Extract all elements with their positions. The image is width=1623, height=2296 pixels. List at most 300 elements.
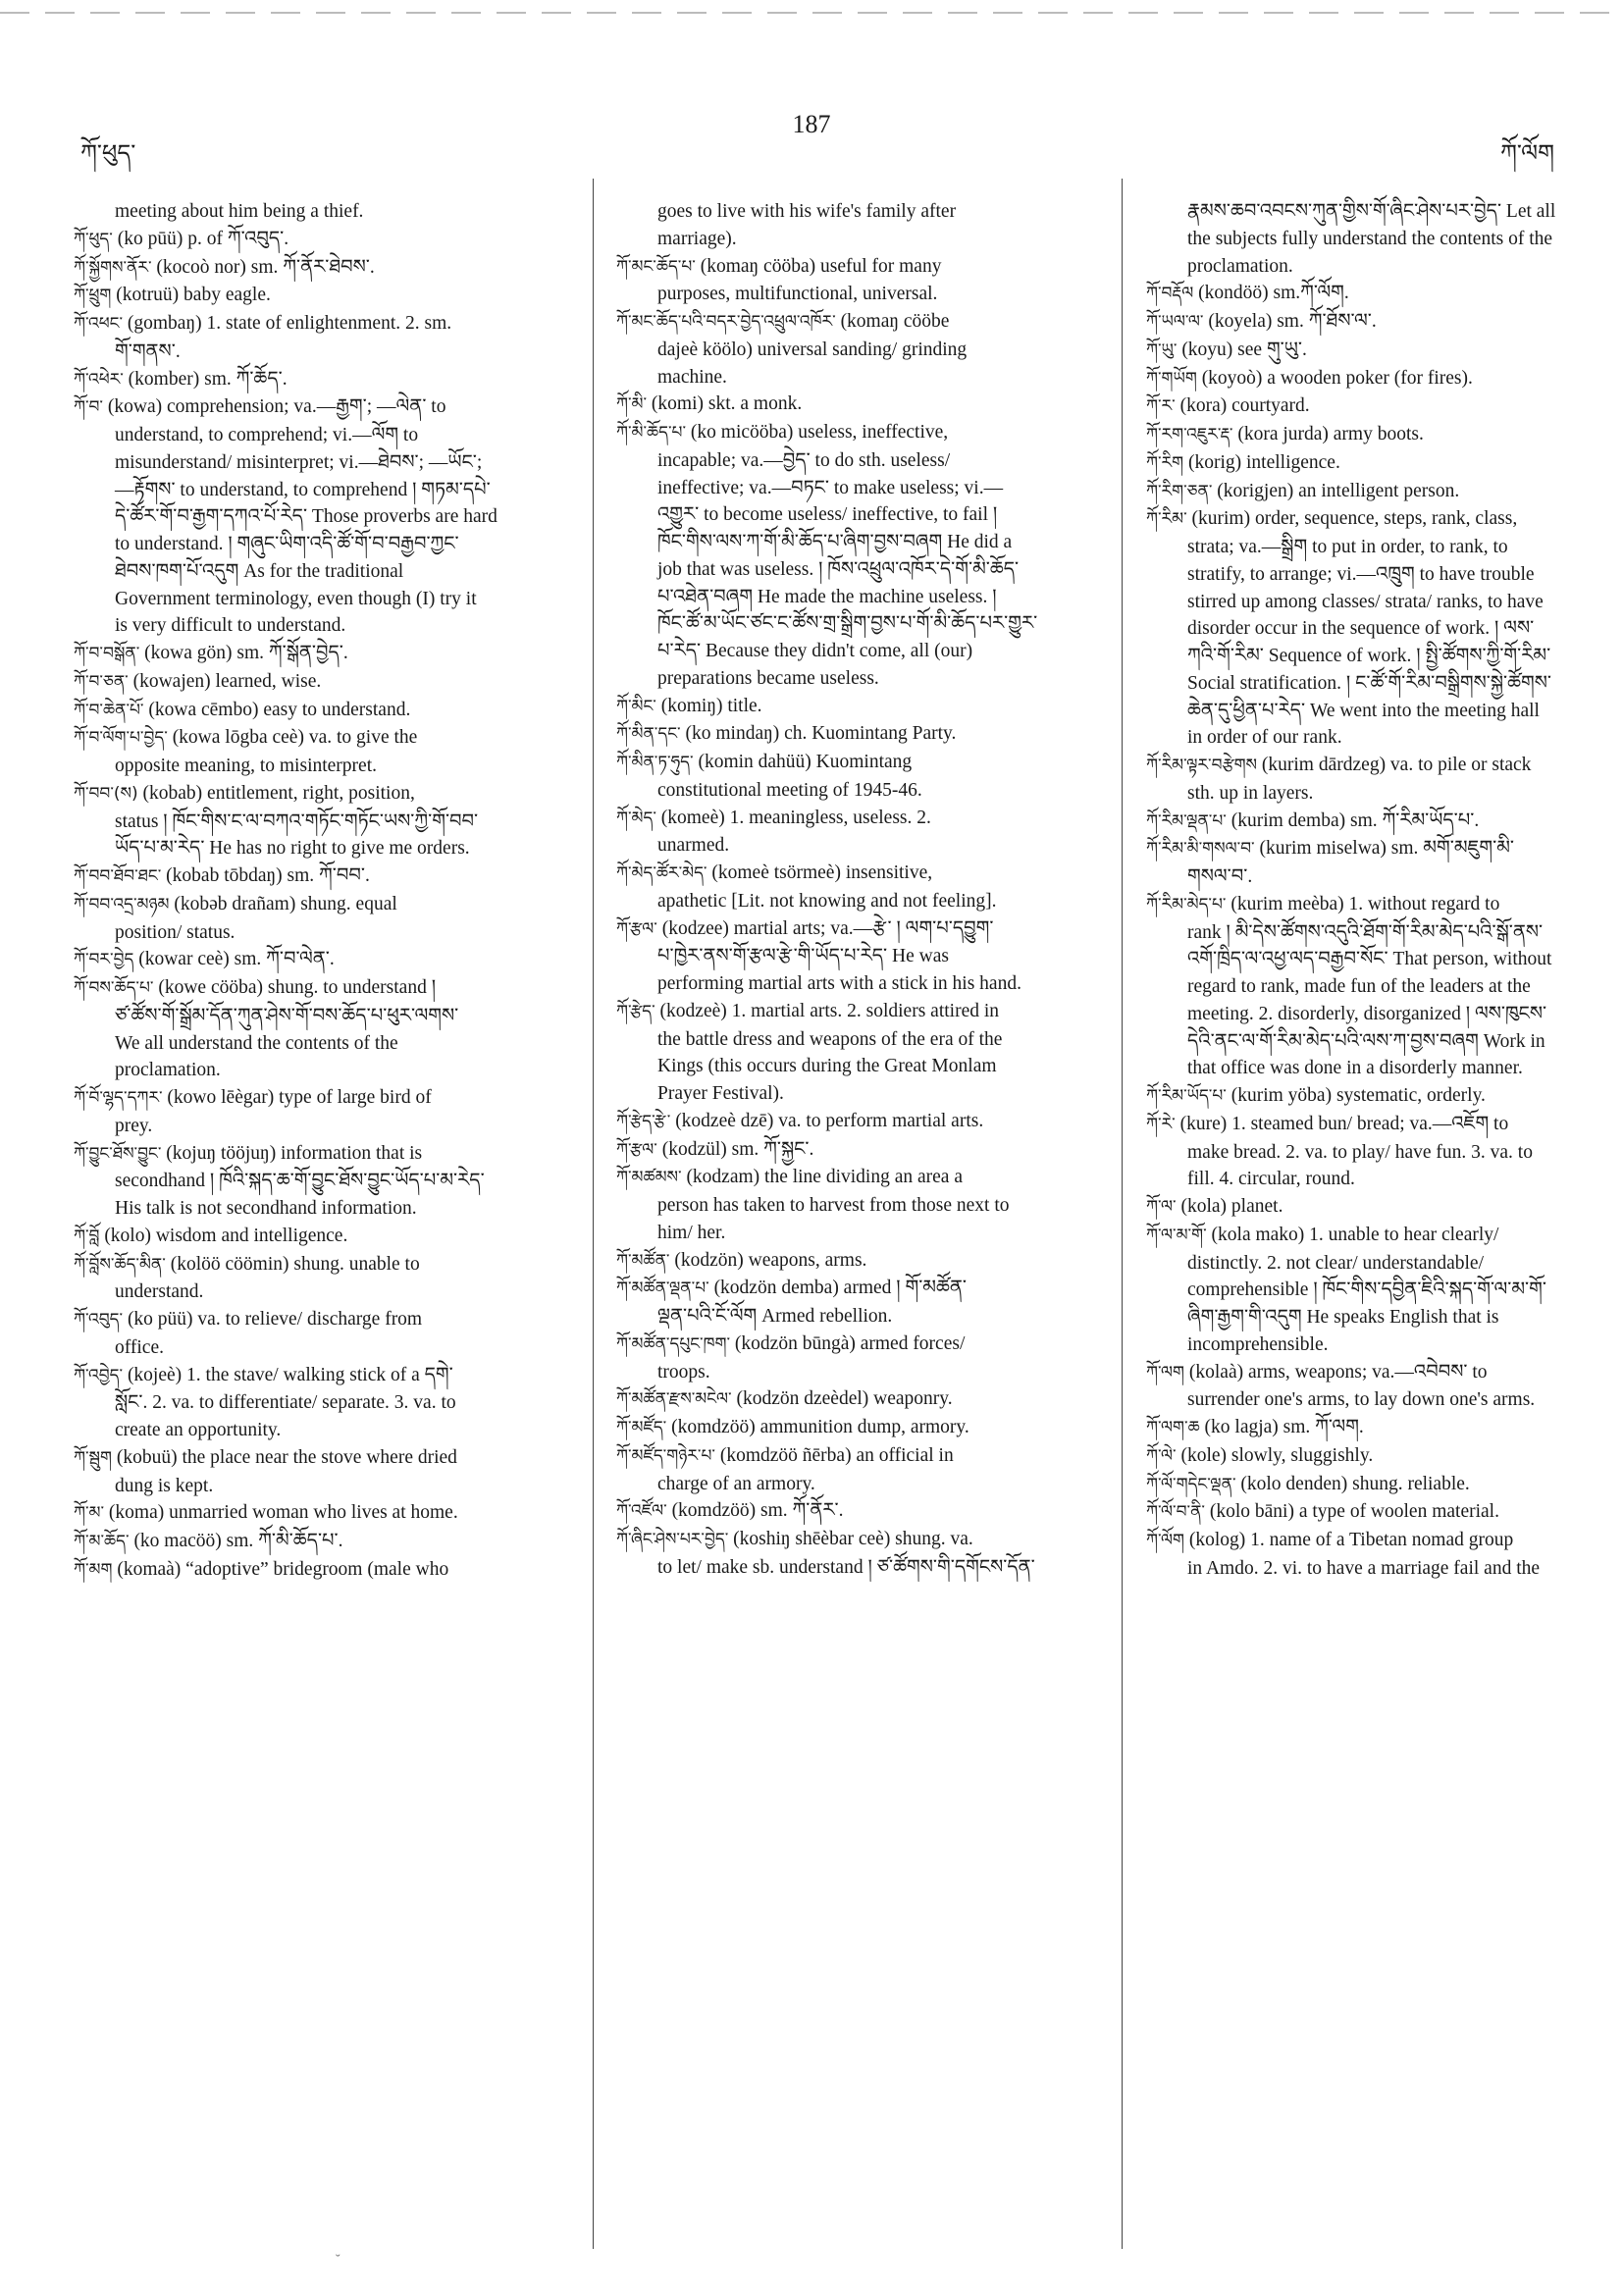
entry-text: (kolo denden) shung. reliable. (1235, 1473, 1470, 1494)
entry-text: (korig) intelligence. (1183, 451, 1340, 473)
entry-text: prey. (115, 1115, 153, 1136)
headword: ཀོ་མི་ (616, 394, 648, 415)
entry-text: (kola mako) 1. unable to hear clearly/ (1206, 1224, 1499, 1245)
dictionary-entry (616, 1136, 1097, 1165)
headword: ཀོ་འཕང་ (74, 314, 124, 334)
entry-text: (komiŋ) title. (655, 695, 762, 716)
entry-continuation (74, 753, 564, 780)
headword: ཀོ་ལོ་གདེང་ལྡན་ (1146, 1474, 1236, 1494)
entry-text: (koma) unmarried woman who lives at home. (104, 1502, 458, 1524)
dictionary-entry (74, 668, 564, 697)
dictionary-entry (74, 974, 564, 1003)
entry-text: (kowa cēmbo) easy to understand. (143, 699, 411, 720)
dictionary-entry (74, 891, 564, 919)
entry-continuation (1146, 863, 1607, 891)
column-divider (593, 179, 594, 2249)
entry-continuation (1146, 1250, 1607, 1278)
headword: ཀོ་ལོག (1146, 1531, 1184, 1550)
dictionary-entry (74, 226, 564, 254)
dictionary-entry (74, 640, 564, 668)
entry-text: པ་ཁྱེར་ནས་གོ་རྩལ་རྩེ་གི་ཡོད་པ་རེད་ He was (657, 946, 949, 967)
dictionary-entry (74, 310, 564, 339)
headword: ཀོ་མཚོན་དཔུང་ཁག་ (616, 1333, 731, 1354)
dictionary-entry (1146, 421, 1607, 449)
entry-text: ineffective; va.—བཏང་ to make useless; vi.— (657, 477, 1004, 498)
entry-continuation (616, 447, 1097, 475)
entry-text: (komdzöö ñērba) an official in (714, 1444, 954, 1466)
entry-text: (korigjen) an intelligent person. (1212, 480, 1460, 501)
dictionary-entry (74, 1499, 564, 1528)
entry-text: is very difficult to understand. (115, 615, 346, 637)
stray-mark: ˘ (336, 2253, 340, 2268)
dictionary-entry (74, 1140, 564, 1169)
entry-text: Kings (this occurs during the Great Monlam (657, 1056, 997, 1077)
entry-text: goes to live with his wife's family after (657, 201, 957, 222)
entry-text: (komaà) “adoptive” bridegroom (male who (112, 1558, 449, 1580)
dictionary-entry (1146, 1471, 1607, 1499)
entry-text: His talk is not secondhand information. (115, 1198, 417, 1219)
entry-continuation (1146, 1331, 1607, 1359)
dictionary-entry (1146, 449, 1607, 478)
entry-text: (kodzül) sm. ཀོ་སྐྱང་. (656, 1138, 814, 1160)
entry-continuation (616, 226, 1097, 253)
entry-continuation (616, 1053, 1097, 1080)
entry-text: (kurim yöba) systematic, orderly. (1226, 1085, 1486, 1106)
entry-text: (ko püü) va. to relieve/ discharge from (123, 1309, 423, 1330)
entry-text: proclamation. (115, 1060, 221, 1081)
headword: ཀོ་བརྡོལ (1146, 284, 1194, 304)
headword: ཀོ་རིམ་ལྡན་པ་ (1146, 810, 1227, 831)
entry-continuation (1146, 1386, 1607, 1414)
headword: ཀོ་རིམ་མི་གསལ་བ་ (1146, 839, 1255, 860)
headword: ཀོ་འབྱེད་ (74, 1365, 124, 1385)
entry-continuation (1146, 919, 1607, 947)
entry-text: purposes, multifunctional, universal. (657, 284, 938, 305)
headword: ཀོ་རིག་ཅན་ (1146, 481, 1213, 501)
entry-text: (kurim dārdzeg) va. to pile or stack (1257, 755, 1532, 775)
headword: ཀོ་འཕེར་ (74, 369, 124, 390)
dictionary-entry (1146, 1498, 1607, 1527)
headword: ཀོ་ཕུད་ (74, 229, 113, 249)
headword: ཀོ་བབ་ཐོབ་ཐང་ (74, 866, 162, 886)
headword: ཀོ་བ་ཅན་ (74, 671, 129, 692)
dictionary-entry (616, 805, 1097, 833)
dictionary-entry (1146, 1527, 1607, 1555)
entry-continuation (1146, 253, 1607, 281)
dictionary-entry (74, 1223, 564, 1251)
dictionary-entry (616, 915, 1097, 944)
entry-text: ཆེན་དུ་ཕྱིན་པ་རེད་ We went into the meeting hall (1187, 700, 1540, 721)
headword: ཀོ་མཛོད་གཉེར་པ་ (616, 1445, 715, 1466)
entry-continuation (1146, 1139, 1607, 1167)
dictionary-entry (1146, 752, 1607, 780)
entry-text: (komaŋ cööba) useful for many (695, 255, 942, 277)
dictionary-entry (1146, 392, 1607, 421)
headword: ཀོ་ཡལ་ལ་ (1146, 312, 1204, 332)
headword: ཀོ་ལག (1146, 1362, 1184, 1383)
entry-text: (kodzeè) 1. martial arts. 2. soldiers attired in (654, 1000, 1000, 1021)
entry-text: job that was useless. ། ཁོས་འཕྲུལ་འཁོར་དེ་གོ་མི་ཆོད་ (657, 558, 1020, 580)
entry-text: unarmed. (657, 835, 730, 857)
headword: ཀོ་བ་ལོག་པ་བྱེད་ (74, 728, 168, 749)
dictionary-entry (74, 393, 564, 422)
dictionary-entry (74, 724, 564, 753)
entry-continuation (616, 501, 1097, 529)
entry-text: in Amdo. 2. vi. to have a marriage fail and the (1187, 1557, 1541, 1579)
entry-continuation (74, 1057, 564, 1084)
entry-continuation (1146, 724, 1607, 752)
dictionary-entry (616, 1108, 1097, 1136)
entry-text: (kojeè) 1. the stave/ walking stick of a དགེ་ (123, 1364, 453, 1385)
dictionary-entry (74, 366, 564, 394)
entry-continuation (616, 665, 1097, 693)
entry-text: (kolo) wisdom and intelligence. (99, 1225, 348, 1246)
entry-text: (kondöö) sm.ཀོ་ལོག. (1193, 283, 1349, 304)
entry-continuation (74, 1417, 564, 1444)
column-2 (616, 198, 1097, 1582)
left-guide-word: ཀོ་ཕུད་ (80, 139, 136, 167)
headword: ཀོ་མིང་ (616, 696, 656, 716)
entry-continuation (74, 1168, 564, 1195)
entry-text: (ko micööba) useless, ineffective, (686, 422, 949, 443)
entry-text: the subjects fully understand the contents of the (1187, 228, 1553, 249)
entry-text: that office was done in a disorderly manner. (1187, 1058, 1523, 1079)
dictionary-entry (616, 1526, 1097, 1554)
entry-text: status ། ཁོང་གིས་ང་ལ་བཀའ་གཏོང་གཏོང་ཡས་ཀྱི་གོ་བབ་ (115, 810, 479, 832)
entry-text: stratify, to arrange; vi.—འཁྲུག to have trouble (1187, 563, 1535, 585)
dictionary-entry (74, 1444, 564, 1473)
entry-text: སློང་. 2. va. to differentiate/ separate. 3. va. to (115, 1392, 456, 1414)
dictionary-entry (1146, 808, 1607, 836)
entry-text: (kora jurda) army boots. (1232, 424, 1424, 444)
column-1 (74, 198, 564, 1585)
entry-continuation (616, 556, 1097, 584)
entry-continuation (1146, 1028, 1607, 1056)
dictionary-entry (74, 254, 564, 283)
entry-continuation (616, 337, 1097, 364)
entry-continuation (74, 1030, 564, 1058)
entry-text: rank ། མི་དེས་ཚོགས་འདུའི་ཐོག་གོ་རིམ་མེད་པའི་སྒོ་ནས་ (1187, 921, 1544, 943)
entry-text: (koyela) sm. ཀོ་ཐོས་ལ་. (1203, 311, 1377, 332)
dictionary-entry (1146, 1359, 1607, 1387)
entry-continuation (616, 198, 1097, 226)
entry-continuation (616, 529, 1097, 556)
dictionary-entry (74, 946, 564, 974)
dictionary-entry (74, 1556, 564, 1585)
entry-continuation (616, 1192, 1097, 1220)
entry-continuation (616, 475, 1097, 502)
headword: ཀོ་མ་ཆོད་ (74, 1532, 130, 1551)
entry-continuation (1146, 643, 1607, 670)
entry-text: sth. up in layers. (1187, 782, 1314, 804)
entry-continuation (616, 832, 1097, 860)
entry-text: meeting. 2. disorderly, disorganized ། ལས་ཁུངས་ (1187, 1003, 1547, 1024)
entry-text: ཞིག་རྒྱག་གི་འདུག He speaks English that is (1187, 1307, 1499, 1328)
entry-text: (komin dahüü) Kuomintang (693, 752, 913, 772)
dictionary-entry (1146, 1082, 1607, 1111)
entry-continuation (74, 477, 564, 504)
entry-text: (kowajen) learned, wise. (128, 670, 322, 692)
entry-text: (kurim meèba) 1. without regard to (1226, 893, 1500, 914)
entry-text: གོ་གནས་. (115, 340, 181, 362)
entry-text: (kowa lōgba ceè) va. to give the (167, 727, 418, 749)
entry-continuation (74, 612, 564, 640)
headword: ཀོ་བློ (74, 1226, 100, 1246)
headword: ཀོ་བབ་(ས) (74, 783, 138, 804)
dictionary-entry (616, 419, 1097, 447)
dictionary-entry (74, 780, 564, 809)
entry-text: རྣམས་ཆབ་འབངས་ཀུན་གྱིས་གོ་ཞིང་ཤེས་པར་བྱེད་ Let all (1187, 201, 1556, 222)
headword: ཀོ་རིག (1146, 452, 1184, 473)
dictionary-entry (1146, 280, 1607, 308)
entry-continuation (616, 1220, 1097, 1247)
dictionary-entry (616, 1247, 1097, 1276)
dictionary-entry (1146, 1111, 1607, 1139)
entry-text: ཀའི་གོ་རིམ་ Sequence of work. ། སྤྱི་ཚོགས་ཀྱི་གོ་རིམ་ (1187, 646, 1551, 666)
headword: ཀོ་ཞིང་ཤེས་པར་བྱེད་ (616, 1530, 729, 1549)
headword: ཀོ་བ་ (74, 397, 104, 418)
entry-text: (koyu) see གུ་ཡུ་. (1177, 339, 1307, 360)
entry-text: ཁོང་གིས་ལས་ཀ་གོ་མི་ཆོད་པ་ཞིག་བྱས་བཞག He did a (657, 532, 1013, 552)
entry-text: (kotruü) baby eagle. (111, 285, 271, 306)
dictionary-entry (74, 1251, 564, 1279)
headword: ཀོ་རྩལ་ (616, 1139, 657, 1160)
entry-continuation (1146, 1001, 1607, 1028)
entry-text: (kodzön dzeèdel) weaponry. (731, 1388, 953, 1410)
entry-text: Social stratification. ། ང་ཚོ་གོ་རིམ་བསྒྲིགས་སྐྱེ་ཚོགས་ (1187, 672, 1551, 694)
dictionary-entry (616, 998, 1097, 1026)
entry-continuation (74, 558, 564, 586)
dictionary-entry (616, 253, 1097, 282)
entry-continuation (74, 1003, 564, 1030)
dictionary-entry (74, 1362, 564, 1390)
entry-text: (kojuŋ tööjuŋ) information that is (161, 1142, 423, 1164)
page-number: 187 (792, 110, 831, 138)
entry-text: him/ her. (657, 1222, 726, 1243)
entry-text: dung is kept. (115, 1475, 214, 1496)
entry-text: the battle dress and weapons of the era of the (657, 1028, 1003, 1050)
entry-continuation (616, 1359, 1097, 1386)
entry-text: apathetic [Lit. not knowing and not feeling]. (657, 890, 997, 912)
entry-text: misunderstand/ misinterpret; vi.—ཐེབས་; —ཡོང་; (115, 451, 483, 473)
entry-text: (kobəb drañam) shung. equal (169, 893, 397, 914)
headword: ཀོ་སྐྱོགས་ནོར་ (74, 257, 152, 278)
headword: ཀོ་བོ་ལྷད་དཀར་ (74, 1088, 163, 1108)
entry-text: དེ་ཚོར་གོ་བ་རྒྱག་དཀའ་པོ་རེད་ Those proverbs are hard (115, 506, 497, 528)
headword: ཀོ་མི་ཆོད་པ་ (616, 423, 687, 443)
entry-continuation (1146, 1277, 1607, 1304)
headword: ཀོ་རྩེད་རྩེ་ (616, 1111, 671, 1131)
entry-text: པ་འཐེན་བཞག He made the machine useless. ། (657, 586, 997, 607)
entry-text: charge of an armory. (657, 1473, 815, 1494)
entry-continuation (74, 919, 564, 947)
entry-continuation (74, 1389, 564, 1417)
entry-text: Government terminology, even though (I) try it (115, 588, 477, 609)
entry-text: (komeè) 1. meaningless, useless. 2. (655, 807, 931, 828)
headword: ཀོ་རེ་ (1146, 1114, 1176, 1134)
dictionary-entry (74, 1306, 564, 1334)
entry-text: proclamation. (1187, 255, 1293, 277)
entry-text: troops. (657, 1361, 710, 1383)
entry-continuation (616, 777, 1097, 805)
headword: ཀོ་མག (74, 1559, 113, 1580)
dictionary-entry (616, 1164, 1097, 1192)
headword: ཀོ་སྦུག (74, 1447, 112, 1468)
entry-continuation (74, 449, 564, 477)
entry-text: (kodzön) weapons, arms. (669, 1249, 867, 1271)
entry-text: ཁོང་ཚོ་མ་ཡོང་ཙང་ང་ཚོས་གྲ་སྒྲིག་བྱས་པ་གོ་མི་ཆོད་པར་གྱུར་ (657, 613, 1038, 635)
entry-text: distinctly. 2. not clear/ understandable/ (1187, 1252, 1484, 1274)
entry-text: (koshiŋ shēèbar ceè) shung. va. (728, 1529, 973, 1549)
entry-continuation (616, 610, 1097, 638)
entry-text: make bread. 2. va. to play/ have fun. 3. va. to (1187, 1141, 1533, 1163)
entry-text: (kowo lēègar) type of large bird of (162, 1087, 432, 1108)
entry-text: (kole) slowly, sluggishly. (1176, 1444, 1374, 1466)
entry-text: (komaŋ cööbe (835, 311, 950, 332)
headword: ཀོ་བ་ཆེན་པོ་ (74, 700, 144, 720)
entry-continuation (74, 422, 564, 449)
headword: ཀོ་ལ་མ་གོ་ (1146, 1225, 1207, 1245)
entry-text: opposite meaning, to misinterpret. (115, 756, 377, 776)
entry-text: (kola) planet. (1176, 1196, 1283, 1217)
dictionary-entry (616, 1385, 1097, 1414)
headword: ཀོ་རིམ་མེད་པ་ (1146, 894, 1227, 914)
entry-continuation (616, 888, 1097, 915)
headword: ཀོ་བས་ཆོད་པ་ (74, 978, 154, 998)
entry-text: secondhand ། ཁོའི་སྐད་ཆ་གོ་བྱུང་ཐོས་བྱུང་ཡོད་པ་མ་རེད་ (115, 1171, 485, 1192)
dictionary-entry (616, 1414, 1097, 1442)
entry-text: understand, to comprehend; vi.—ལོག to (115, 425, 419, 445)
entry-text: (kurim demba) sm. ཀོ་རིམ་ཡོད་པ་. (1226, 809, 1480, 831)
entry-continuation (1146, 780, 1607, 808)
entry-text: (komdzöö) ammunition dump, armory. (666, 1417, 969, 1437)
entry-text: (kurim) order, sequence, steps, rank, class, (1186, 508, 1518, 530)
headword: ཀོ་ལག་ཆ (1146, 1418, 1200, 1437)
dictionary-entry (616, 720, 1097, 749)
entry-text: stirred up among classes/ strata/ ranks, to have (1187, 591, 1544, 612)
entry-text: (ko macöö) sm. ཀོ་མི་ཆོད་པ་. (129, 1531, 343, 1551)
entry-text: Prayer Festival). (657, 1083, 784, 1104)
dictionary-entry (1146, 308, 1607, 337)
dictionary-entry (616, 1497, 1097, 1526)
entry-continuation (1146, 1304, 1607, 1331)
column-divider (1122, 179, 1123, 2249)
headword: ཀོ་བྱུང་ཐོས་བྱུང་ (74, 1143, 162, 1164)
entry-text: འགྱུར་ to become useless/ ineffective, to fail ། (657, 504, 998, 526)
entry-continuation (74, 339, 564, 366)
entry-text: (kowa) comprehension; va.—རྒྱག་; —ལེན་ to (103, 396, 446, 418)
headword: ཀོ་མིན་དང་ (616, 724, 681, 745)
headword: ཀོ་བར་བྱེད (74, 950, 134, 970)
dictionary-entry (74, 697, 564, 725)
entry-continuation (616, 1554, 1097, 1582)
entry-text: (kowa gön) sm. ཀོ་སྒོན་བྱེད་. (139, 643, 348, 663)
entry-text: surrender one's arms, to lay down one's arms. (1187, 1389, 1536, 1411)
entry-continuation (74, 809, 564, 836)
entry-text: (kodzee) martial arts; va.—རྩེ་ ། ལག་པ་དབྱུག་ (656, 917, 994, 939)
entry-text: comprehensible ། ཁོང་གིས་དབྱིན་ཇིའི་སྐད་གོ་ལ་མ་གོ་ (1187, 1279, 1546, 1301)
entry-continuation (1146, 973, 1607, 1001)
entry-text: (kodzön būngà) armed forces/ (730, 1332, 966, 1354)
dictionary-entry (1146, 337, 1607, 365)
dictionary-entry (1146, 478, 1607, 506)
entry-text: (kolaà) arms, weapons; va.—འབེབས་ to (1184, 1361, 1488, 1383)
dictionary-entry (1146, 505, 1607, 534)
entry-text: disorder occur in the sequence of work. ། ལས་ (1187, 618, 1535, 640)
entry-text: (kocoò nor) sm. ཀོ་ནོར་ཐེབས་. (151, 256, 375, 278)
scan-top-edge (0, 12, 1623, 14)
entry-text: (komdzöö) sm. ཀོ་ནོར་. (666, 1500, 844, 1522)
entry-text: marriage). (657, 228, 737, 249)
dictionary-entry (1146, 1442, 1607, 1471)
entry-continuation (1146, 226, 1607, 253)
entry-continuation (74, 586, 564, 613)
headword: ཀོ་མེད་ (616, 808, 656, 828)
entry-continuation (74, 1473, 564, 1500)
headword: ཀོ་མང་ཆོད་པའི་བདར་བྱེད་འཕྲུལ་འཁོར་ (616, 312, 836, 332)
dictionary-entry (74, 282, 564, 310)
entry-text: (kolöö cöömin) shung. unable to (165, 1253, 420, 1275)
entry-continuation (1146, 1555, 1607, 1583)
entry-text: strata; va.—སྒྲིག to put in order, to rank, to (1187, 537, 1508, 557)
entry-continuation (1146, 1055, 1607, 1082)
entry-text: (ko lagja) sm. ཀོ་ལག. (1199, 1417, 1364, 1437)
entry-continuation (74, 835, 564, 862)
headword: ཀོ་འབུད་ (74, 1310, 124, 1330)
dictionary-entry (1146, 1222, 1607, 1250)
column-3 (1146, 198, 1607, 1583)
entry-text: འགོ་ཁྲིད་ལ་འཕྱ་ལད་བརྒྱབ་སོང་ That person, without (1187, 949, 1552, 970)
dictionary-entry (1146, 835, 1607, 863)
entry-text: to let/ make sb. understand ། ཙ་ཚོགས་གི་དགོངས་དོན་ (657, 1556, 1035, 1578)
entry-text: dajeè köölo) universal sanding/ grinding (657, 339, 968, 360)
headword: ཀོ་རིམ་ (1146, 509, 1187, 530)
dictionary-entry (1146, 891, 1607, 919)
headword: ཀོ་ར་ (1146, 396, 1176, 417)
entry-text: person has taken to harvest from those next to (657, 1195, 1010, 1216)
entry-text: ཐེབས་ཁག་པོ་འདུག As for the traditional (115, 560, 404, 582)
entry-continuation (1146, 589, 1607, 616)
entry-continuation (1146, 670, 1607, 698)
entry-text: create an opportunity. (115, 1420, 282, 1440)
headword: ཀོ་རྩལ་ (616, 918, 657, 939)
entry-text: (kurim miselwa) sm. མགོ་མཇུག་མི་ (1254, 838, 1515, 860)
entry-continuation (1146, 561, 1607, 589)
entry-text: (kowar ceè) sm. ཀོ་བ་ལེན་. (133, 949, 335, 970)
entry-continuation (616, 638, 1097, 665)
headword: ཀོ་མཚོན་རྫས་མངེལ་ (616, 1389, 732, 1410)
headword: ཀོ་བབ་འདྲ་མཉམ (74, 894, 170, 914)
entry-text: པ་རེད་ Because they didn't come, all (our) (657, 641, 973, 661)
dictionary-entry (74, 1528, 564, 1556)
dictionary-entry (616, 308, 1097, 337)
entry-text: (koyoò) a wooden poker (for fires). (1196, 367, 1473, 389)
headword: ཀོ་ལོ་བ་ནི་ (1146, 1502, 1205, 1523)
entry-text: (kobuü) the place near the stove where dried (111, 1446, 457, 1468)
entry-text: regard to rank, made fun of the leaders at the (1187, 976, 1531, 997)
entry-text: in order of our rank. (1187, 727, 1342, 749)
entry-text: གསལ་བ་. (1187, 866, 1253, 887)
entry-continuation (616, 1080, 1097, 1108)
entry-text: (kowe cööba) shung. to understand ། (153, 977, 437, 998)
headword: ཀོ་ལེ་ (1146, 1445, 1177, 1466)
entry-continuation (1146, 1166, 1607, 1193)
entry-continuation (74, 503, 564, 531)
headword: ཀོ་འཛོལ་ (616, 1501, 667, 1522)
entry-text: (kure) 1. steamed bun/ bread; va.—འཇོག to (1175, 1113, 1509, 1134)
entry-text: (komber) sm. ཀོ་ཆོད་. (123, 368, 288, 390)
headword: ཀོ་བ་བསྒོན་ (74, 644, 140, 663)
